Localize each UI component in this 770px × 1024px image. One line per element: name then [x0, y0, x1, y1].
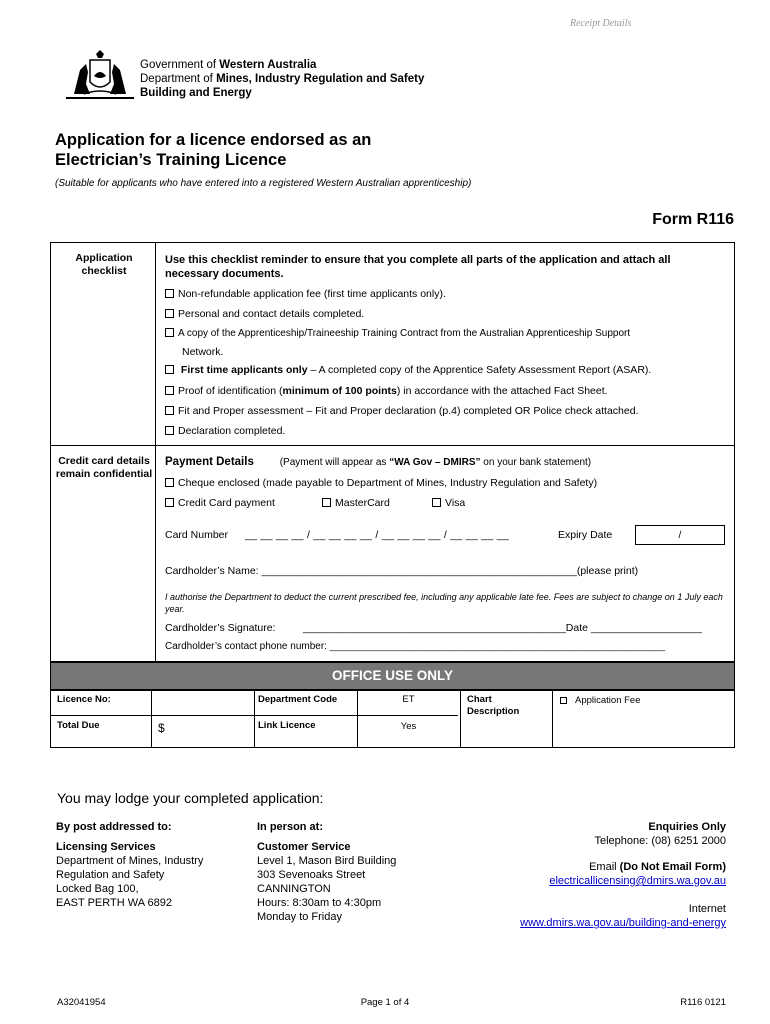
receipt-details-watermark: Receipt Details	[570, 18, 632, 29]
date-label: Date	[565, 622, 588, 634]
phone-row	[165, 641, 665, 652]
telephone: Telephone: (08) 6251 2000	[594, 835, 726, 847]
item-label: A copy of the Apprenticeship/Traineeship Training Contract from the Australian Apprenticeship Support	[178, 328, 631, 339]
post-line: Regulation and Safety	[56, 869, 165, 881]
credit-card-option[interactable]	[165, 497, 275, 509]
office-row-divider	[51, 715, 458, 716]
card-number-field[interactable]: __ __ __ __ / __ __ __ __ / __ __ __ __ / __ __ __ __	[245, 529, 510, 541]
gov-line2-b: Mines, Industry Regulation and Safety	[216, 73, 425, 85]
enquiries-column	[440, 820, 726, 930]
checklist-item-asar[interactable]	[165, 364, 651, 376]
credit-label: Credit Card payment	[178, 497, 275, 509]
checkbox[interactable]	[165, 426, 174, 435]
mastercard-label: MasterCard	[335, 497, 390, 509]
please-print: (please print)	[576, 565, 639, 577]
item-label: Non-refundable application fee (first time applicants only).	[178, 288, 446, 300]
payment-note-c: on your bank statement)	[480, 457, 592, 468]
checkbox[interactable]	[560, 697, 567, 704]
post-line: Department of Mines, Industry	[56, 855, 204, 867]
item-label: Personal and contact details completed.	[178, 308, 365, 320]
checkbox[interactable]	[165, 365, 174, 374]
payment-heading: Payment Details	[165, 456, 254, 468]
expiry-date-field[interactable]: /	[635, 525, 725, 545]
lodge-heading: You may lodge your completed application:	[57, 790, 324, 806]
payment-note-b: “WA Gov – DMIRS”	[389, 457, 481, 468]
government-header	[140, 58, 424, 100]
visa-option[interactable]	[432, 497, 465, 509]
item-label: Proof of identification (	[178, 385, 283, 397]
enquiries-heading: Enquiries Only	[648, 821, 726, 833]
checkbox[interactable]	[165, 478, 174, 487]
gov-line3: Building and Energy	[140, 87, 252, 99]
column-divider	[155, 243, 156, 661]
payment-side-label: Credit card details remain confidential	[55, 455, 153, 480]
link-licence-value: Yes	[400, 721, 417, 732]
gov-line1-b: Western Australia	[219, 59, 317, 71]
dollar-sign: $	[158, 721, 165, 735]
checkbox[interactable]	[165, 309, 174, 318]
post-line: Locked Bag 100,	[56, 883, 139, 895]
item-label: – A completed copy of the Apprentice Safety Assessment Report (ASAR).	[307, 364, 652, 376]
office-use-table	[50, 690, 735, 748]
signature-label: Cardholder’s Signature:	[165, 622, 276, 634]
holder-name-label: Cardholder’s Name:	[165, 565, 259, 577]
form-number: Form R116	[652, 211, 734, 228]
checkbox[interactable]	[322, 498, 331, 507]
item-label-bold: minimum of 100 points	[282, 385, 397, 397]
dept-code-value: ET	[402, 694, 415, 705]
post-column	[56, 820, 203, 910]
authorisation-text: I authorise the Department to deduct the current prescribed fee, including any applicable late fee. Fees are subject to change on 1 July each year.	[165, 592, 723, 614]
person-line: Level 1, Mason Bird Building	[257, 855, 397, 867]
subtitle: (Suitable for applicants who have entered into a registered Western Australian apprenticeship)	[55, 178, 472, 189]
total-due-label: Total Due	[57, 720, 100, 731]
checkbox[interactable]	[165, 289, 174, 298]
mastercard-option[interactable]	[322, 497, 390, 509]
checklist-item-fit-proper[interactable]	[165, 405, 638, 417]
checkbox[interactable]	[165, 498, 174, 507]
signature-row	[303, 622, 702, 634]
item-label: Declaration completed.	[178, 425, 286, 437]
footer-form-version: R116 0121	[680, 997, 726, 1008]
phone-label: Cardholder’s contact phone number:	[165, 641, 327, 652]
date-field[interactable]: ___________________	[590, 622, 702, 634]
gov-line2-a: Department of	[140, 73, 217, 85]
checklist-item-contract[interactable]	[165, 327, 630, 339]
card-number-label: Card Number	[165, 529, 229, 541]
person-line: 303 Sevenoaks Street	[257, 869, 366, 881]
person-line: CANNINGTON	[257, 883, 331, 895]
checklist-side-label: Application checklist	[75, 252, 133, 277]
office-col-divider	[460, 691, 461, 747]
checklist-item-fee[interactable]	[165, 288, 446, 300]
cheque-option[interactable]	[165, 477, 597, 489]
person-heading: In person at:	[257, 821, 324, 833]
payment-note-a: (Payment will appear as	[279, 457, 390, 468]
application-fee-label: Application Fee	[575, 695, 641, 706]
checklist-intro: Use this checklist reminder to ensure that you complete all parts of the application and attach all necessary documents.	[165, 254, 671, 280]
office-col-divider	[552, 691, 553, 747]
title-line1: Application for a licence endorsed as an	[55, 131, 372, 149]
checklist-item-declaration[interactable]	[165, 425, 285, 437]
item-label: Fit and Proper assessment – Fit and Proper declaration (p.4) completed OR Police check attached.	[178, 405, 639, 417]
link-licence-label: Link Licence	[258, 720, 316, 731]
checklist-item-identification[interactable]	[165, 385, 608, 397]
in-person-column	[257, 820, 396, 924]
person-name: Customer Service	[257, 841, 351, 853]
office-col-divider	[151, 691, 152, 747]
post-heading: By post addressed to:	[56, 821, 172, 833]
phone-field[interactable]: ___________________________________________________________________	[329, 641, 666, 651]
office-use-heading: OFFICE USE ONLY	[50, 662, 735, 690]
person-line: Monday to Friday	[257, 911, 342, 923]
section-divider	[51, 445, 734, 446]
application-fee-option	[560, 695, 640, 706]
item-label: ) in accordance with the attached Fact Sheet.	[396, 385, 608, 397]
post-name: Licensing Services	[56, 841, 156, 853]
holder-name-field[interactable]: ______________________________________________________	[261, 565, 577, 577]
internet-label: Internet	[688, 903, 726, 915]
item-label-bold: First time applicants only	[180, 364, 308, 376]
page-title	[55, 130, 371, 170]
signature-field[interactable]: _____________________________________________	[303, 622, 566, 634]
holder-name-row	[165, 565, 638, 577]
person-line: Hours: 8:30am to 4:30pm	[257, 897, 382, 909]
checkbox[interactable]	[165, 328, 174, 337]
checkbox[interactable]	[165, 406, 174, 415]
footer-doc-id: A32041954	[57, 997, 106, 1008]
footer-page-number: Page 1 of 4	[360, 997, 410, 1008]
chart-description-label: Chart Description	[467, 694, 520, 717]
title-line2: Electrician’s Training Licence	[55, 151, 287, 169]
email-link[interactable]: electricallicensing@dmirs.wa.gov.au	[549, 875, 726, 887]
checklist-item-contract-cont: Network.	[182, 346, 224, 358]
office-col-divider	[254, 691, 255, 747]
gov-line1-a: Government of	[140, 59, 220, 71]
dept-code-label: Department Code	[258, 694, 338, 705]
licence-no-label: Licence No:	[57, 694, 111, 705]
email-warning: (Do Not Email Form)	[619, 861, 726, 873]
checklist-item-personal[interactable]	[165, 308, 364, 320]
visa-label: Visa	[445, 497, 466, 509]
checkbox[interactable]	[432, 498, 441, 507]
post-line: EAST PERTH WA 6892	[56, 897, 172, 909]
payment-heading-row	[165, 456, 591, 468]
cheque-label: Cheque enclosed (made payable to Department of Mines, Industry Regulation and Safety)	[178, 477, 598, 489]
website-link[interactable]: www.dmirs.wa.gov.au/building-and-energy	[520, 917, 726, 929]
checkbox[interactable]	[165, 386, 174, 395]
email-label: Email	[589, 861, 620, 873]
expiry-label: Expiry Date	[558, 529, 613, 541]
wa-crest-logo	[66, 50, 134, 102]
